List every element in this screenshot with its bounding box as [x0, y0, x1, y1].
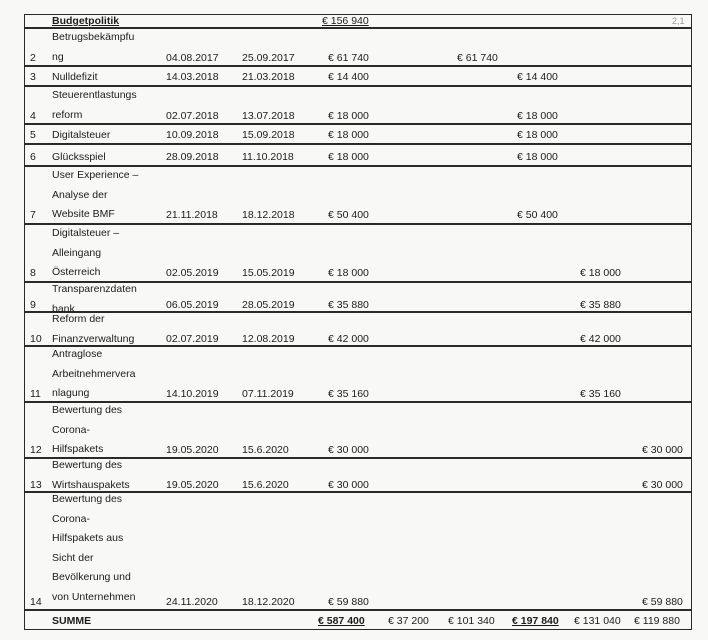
year-2020-amount: € 30 000	[642, 444, 683, 456]
row-total: € 18 000	[328, 151, 369, 163]
desc-line: Corona-	[52, 512, 90, 525]
year-2017-amount: € 61 740	[457, 52, 498, 64]
row-number: 13	[30, 479, 42, 491]
summary-total: € 587 400	[318, 615, 365, 627]
year-2019-amount: € 42 000	[580, 333, 621, 345]
row-number: 4	[30, 110, 36, 122]
end-date: 28.05.2019	[242, 299, 295, 311]
end-date: 15.05.2019	[242, 267, 295, 279]
summary-row	[0, 610, 708, 630]
start-date: 10.09.2018	[166, 129, 219, 141]
desc-line: Finanzverwaltung	[52, 332, 135, 345]
start-date: 02.05.2019	[166, 267, 219, 279]
row-total: € 35 880	[328, 299, 369, 311]
row-total: € 14 400	[328, 71, 369, 83]
start-date: 28.09.2018	[166, 151, 219, 163]
row-total: € 59 880	[328, 596, 369, 608]
end-date: 25.09.2017	[242, 52, 295, 64]
desc-line: Alleingang	[52, 246, 102, 259]
desc-line: ng	[52, 50, 64, 63]
end-date: 21.03.2018	[242, 71, 295, 83]
corner-mark: 2,1	[672, 16, 685, 26]
desc-line: Bevölkerung und	[52, 571, 131, 583]
row-number: 2	[30, 52, 36, 64]
table-row	[0, 312, 708, 346]
row-number: 12	[30, 444, 42, 456]
row-total: € 18 000	[328, 110, 369, 122]
desc-line: Hilfspakets aus	[52, 532, 124, 544]
row-description	[52, 28, 152, 67]
year-2018-amount: € 14 400	[517, 71, 558, 83]
table-row	[0, 28, 708, 66]
end-date: 13.07.2018	[242, 110, 295, 122]
start-date: 19.05.2020	[166, 444, 219, 456]
row-total: € 61 740	[328, 52, 369, 64]
year-2019-amount: € 35 880	[580, 299, 621, 311]
start-date: 21.11.2018	[166, 209, 218, 221]
year-2019-amount: € 35 160	[580, 388, 621, 400]
desc-line: Bewertung des	[52, 493, 123, 505]
row-description	[52, 490, 152, 607]
row-description	[52, 401, 152, 460]
start-date: 19.05.2020	[166, 479, 219, 491]
row-number: 8	[30, 267, 36, 279]
row-total: € 18 000	[328, 129, 369, 141]
table-row	[0, 492, 708, 610]
table-row	[0, 458, 708, 492]
row-number: 9	[30, 299, 36, 311]
row-total: € 50 400	[328, 209, 369, 221]
table-row	[0, 282, 708, 315]
start-date: 06.05.2019	[166, 299, 219, 311]
row-total: € 30 000	[328, 479, 369, 491]
desc-line: Corona-	[52, 423, 90, 436]
row-number: 6	[30, 151, 36, 163]
section-title: Budgetpolitik	[52, 15, 120, 27]
row-description: Nulldefizit	[52, 71, 98, 83]
start-date: 02.07.2019	[166, 333, 219, 345]
desc-line: Wirtshauspakets	[52, 478, 130, 491]
start-date: 14.03.2018	[166, 71, 219, 83]
desc-line: Transparenzdaten	[52, 283, 137, 295]
table-row	[0, 224, 708, 282]
end-date: 15.6.2020	[242, 479, 289, 491]
table-row	[0, 86, 708, 124]
table-row	[0, 144, 708, 166]
row-number: 11	[30, 388, 41, 400]
end-date: 12.08.2019	[242, 333, 295, 345]
row-description	[52, 166, 152, 225]
end-date: 11.10.2018	[242, 151, 294, 163]
row-description	[52, 224, 152, 283]
table-row	[0, 402, 708, 458]
year-2018-amount: € 18 000	[517, 151, 558, 163]
row-description: Digitalsteuer	[52, 129, 111, 141]
summary-year-2020: € 119 880	[634, 615, 680, 627]
summary-year-2019: € 131 040	[574, 615, 621, 627]
year-2018-amount: € 18 000	[517, 129, 558, 141]
year-2018-amount: € 50 400	[517, 209, 558, 221]
row-number: 3	[30, 71, 36, 83]
desc-line: von Unternehmen	[52, 590, 136, 603]
desc-line: Website BMF	[52, 208, 115, 220]
end-date: 15.6.2020	[242, 444, 289, 456]
row-total: € 30 000	[328, 444, 369, 456]
row-description	[52, 310, 152, 349]
desc-line: Analyse der	[52, 188, 108, 201]
year-2018-amount: € 18 000	[517, 110, 558, 122]
desc-line: Antraglose	[52, 348, 103, 360]
desc-line: Steuerentlastungs	[52, 89, 137, 101]
table-row	[0, 346, 708, 402]
desc-line: Sicht der	[52, 551, 94, 564]
end-date: 18.12.2020	[242, 596, 295, 608]
desc-line: Bewertung des	[52, 404, 123, 416]
row-number: 10	[30, 333, 42, 345]
summary-label: SUMME	[52, 615, 92, 627]
row-number: 7	[30, 209, 36, 221]
table-row	[0, 66, 708, 86]
desc-line: Österreich	[52, 266, 101, 278]
desc-line: nlagung	[52, 387, 90, 399]
table-row	[0, 124, 708, 144]
desc-line: bank	[52, 302, 75, 315]
desc-line: Arbeitnehmervera	[52, 367, 136, 380]
desc-line: Digitalsteuer –	[52, 227, 120, 239]
desc-line: Reform der	[52, 313, 105, 325]
start-date: 02.07.2018	[166, 110, 219, 122]
row-total: € 35 160	[328, 388, 369, 400]
desc-line: reform	[52, 108, 83, 121]
row-description: Glücksspiel	[52, 151, 106, 163]
end-date: 15.09.2018	[242, 129, 295, 141]
row-number: 5	[30, 129, 36, 141]
start-date: 14.10.2019	[166, 388, 219, 400]
end-date: 07.11.2019	[242, 388, 294, 400]
row-description	[52, 86, 152, 125]
end-date: 18.12.2018	[242, 209, 295, 221]
row-total: € 18 000	[328, 267, 369, 279]
table-row	[0, 166, 708, 224]
desc-line: Bewertung des	[52, 459, 123, 471]
summary-year-2017: € 101 340	[448, 615, 495, 627]
section-total: € 156 940	[322, 15, 369, 27]
table-header-row	[0, 14, 708, 28]
start-date: 04.08.2017	[166, 52, 219, 64]
row-description	[52, 345, 152, 404]
row-total: € 42 000	[328, 333, 369, 345]
year-2019-amount: € 18 000	[580, 267, 621, 279]
summary-year-2018: € 197 840	[512, 615, 559, 627]
start-date: 24.11.2020	[166, 596, 218, 608]
year-2020-amount: € 30 000	[642, 479, 683, 491]
row-number: 14	[30, 596, 42, 608]
summary-year-2016: € 37 200	[388, 615, 429, 627]
desc-line: Hilfspakets	[52, 443, 104, 455]
year-2020-amount: € 59 880	[642, 596, 683, 608]
desc-line: Betrugsbekämpfu	[52, 31, 135, 43]
desc-line: User Experience –	[52, 169, 139, 181]
